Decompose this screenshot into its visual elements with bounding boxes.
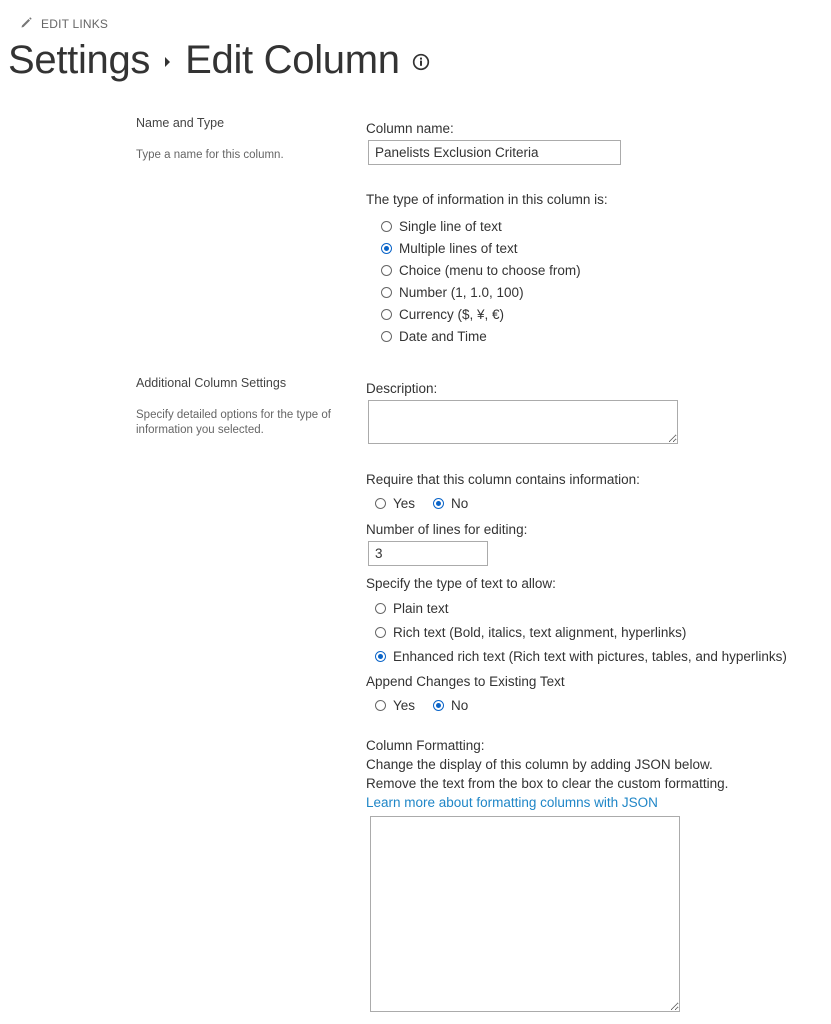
require-info-label: Require that this column contains information: <box>366 472 640 487</box>
pencil-icon <box>20 16 41 32</box>
column-type-radio-group <box>381 215 581 347</box>
name-type-section-description: Type a name for this column. <box>136 149 284 161</box>
append-changes-radio-group <box>375 694 486 716</box>
radio-button[interactable] <box>375 700 386 711</box>
column-name-label: Column name: <box>366 121 454 136</box>
column-formatting-json-textarea[interactable] <box>370 816 680 1012</box>
text-type-rich[interactable]: Rich text (Bold, italics, text alignment, hyperlinks) <box>375 620 787 644</box>
lines-for-editing-label: Number of lines for editing: <box>366 522 528 537</box>
radio-button[interactable] <box>375 498 386 509</box>
column-formatting-help-2: Remove the text from the box to clear the custom formatting. <box>366 776 729 791</box>
edit-links-label: EDIT LINKS <box>41 17 109 31</box>
require-option-yes[interactable]: Yes <box>375 492 415 514</box>
radio-button[interactable] <box>381 309 392 320</box>
column-type-label: The type of information in this column is: <box>366 192 608 207</box>
page-title <box>8 38 430 83</box>
radio-button[interactable] <box>381 221 392 232</box>
text-type-label: Specify the type of text to allow: <box>366 576 556 591</box>
require-info-radio-group <box>375 492 486 514</box>
append-changes-label: Append Changes to Existing Text <box>366 674 565 689</box>
append-option-yes[interactable]: Yes <box>375 694 415 716</box>
radio-button-selected[interactable] <box>433 498 444 509</box>
radio-button[interactable] <box>381 265 392 276</box>
radio-button-selected[interactable] <box>375 651 386 662</box>
radio-button-selected[interactable] <box>381 243 392 254</box>
type-option-single-line[interactable]: Single line of text <box>381 215 581 237</box>
breadcrumb-arrow-icon <box>164 54 171 72</box>
radio-button[interactable] <box>381 331 392 342</box>
name-type-section-title: Name and Type <box>136 116 225 130</box>
text-type-enhanced-rich[interactable]: Enhanced rich text (Rich text with pictures, tables, and hyperlinks) <box>375 644 787 668</box>
column-formatting-block <box>366 736 728 812</box>
description-textarea[interactable] <box>368 400 678 444</box>
append-option-no[interactable]: No <box>433 694 468 716</box>
additional-settings-section-title: Additional Column Settings <box>136 376 287 390</box>
breadcrumb-settings-link[interactable]: Settings <box>8 38 151 82</box>
column-name-input[interactable] <box>368 140 621 165</box>
description-label: Description: <box>366 381 438 396</box>
column-formatting-label: Column Formatting: <box>366 738 485 753</box>
type-option-multiple-lines[interactable]: Multiple lines of text <box>381 237 581 259</box>
type-option-number[interactable]: Number (1, 1.0, 100) <box>381 281 581 303</box>
radio-button-selected[interactable] <box>433 700 444 711</box>
text-type-plain[interactable]: Plain text <box>375 596 787 620</box>
breadcrumb-current: Edit Column <box>185 38 400 82</box>
lines-for-editing-input[interactable] <box>368 541 488 566</box>
additional-settings-section-description: Specify detailed options for the type of information you selected. <box>136 409 331 436</box>
type-option-choice[interactable]: Choice (menu to choose from) <box>381 259 581 281</box>
formatting-json-learn-more-link[interactable]: Learn more about formatting columns with JSON <box>366 795 658 810</box>
text-type-radio-group <box>375 596 787 668</box>
require-option-no[interactable]: No <box>433 492 468 514</box>
radio-button[interactable] <box>381 287 392 298</box>
edit-links-button[interactable] <box>20 16 108 32</box>
info-icon[interactable] <box>412 53 430 76</box>
radio-button[interactable] <box>375 627 386 638</box>
type-option-currency[interactable]: Currency ($, ¥, €) <box>381 303 581 325</box>
column-formatting-help-1: Change the display of this column by adding JSON below. <box>366 757 713 772</box>
radio-button[interactable] <box>375 603 386 614</box>
type-option-date-time[interactable]: Date and Time <box>381 325 581 347</box>
